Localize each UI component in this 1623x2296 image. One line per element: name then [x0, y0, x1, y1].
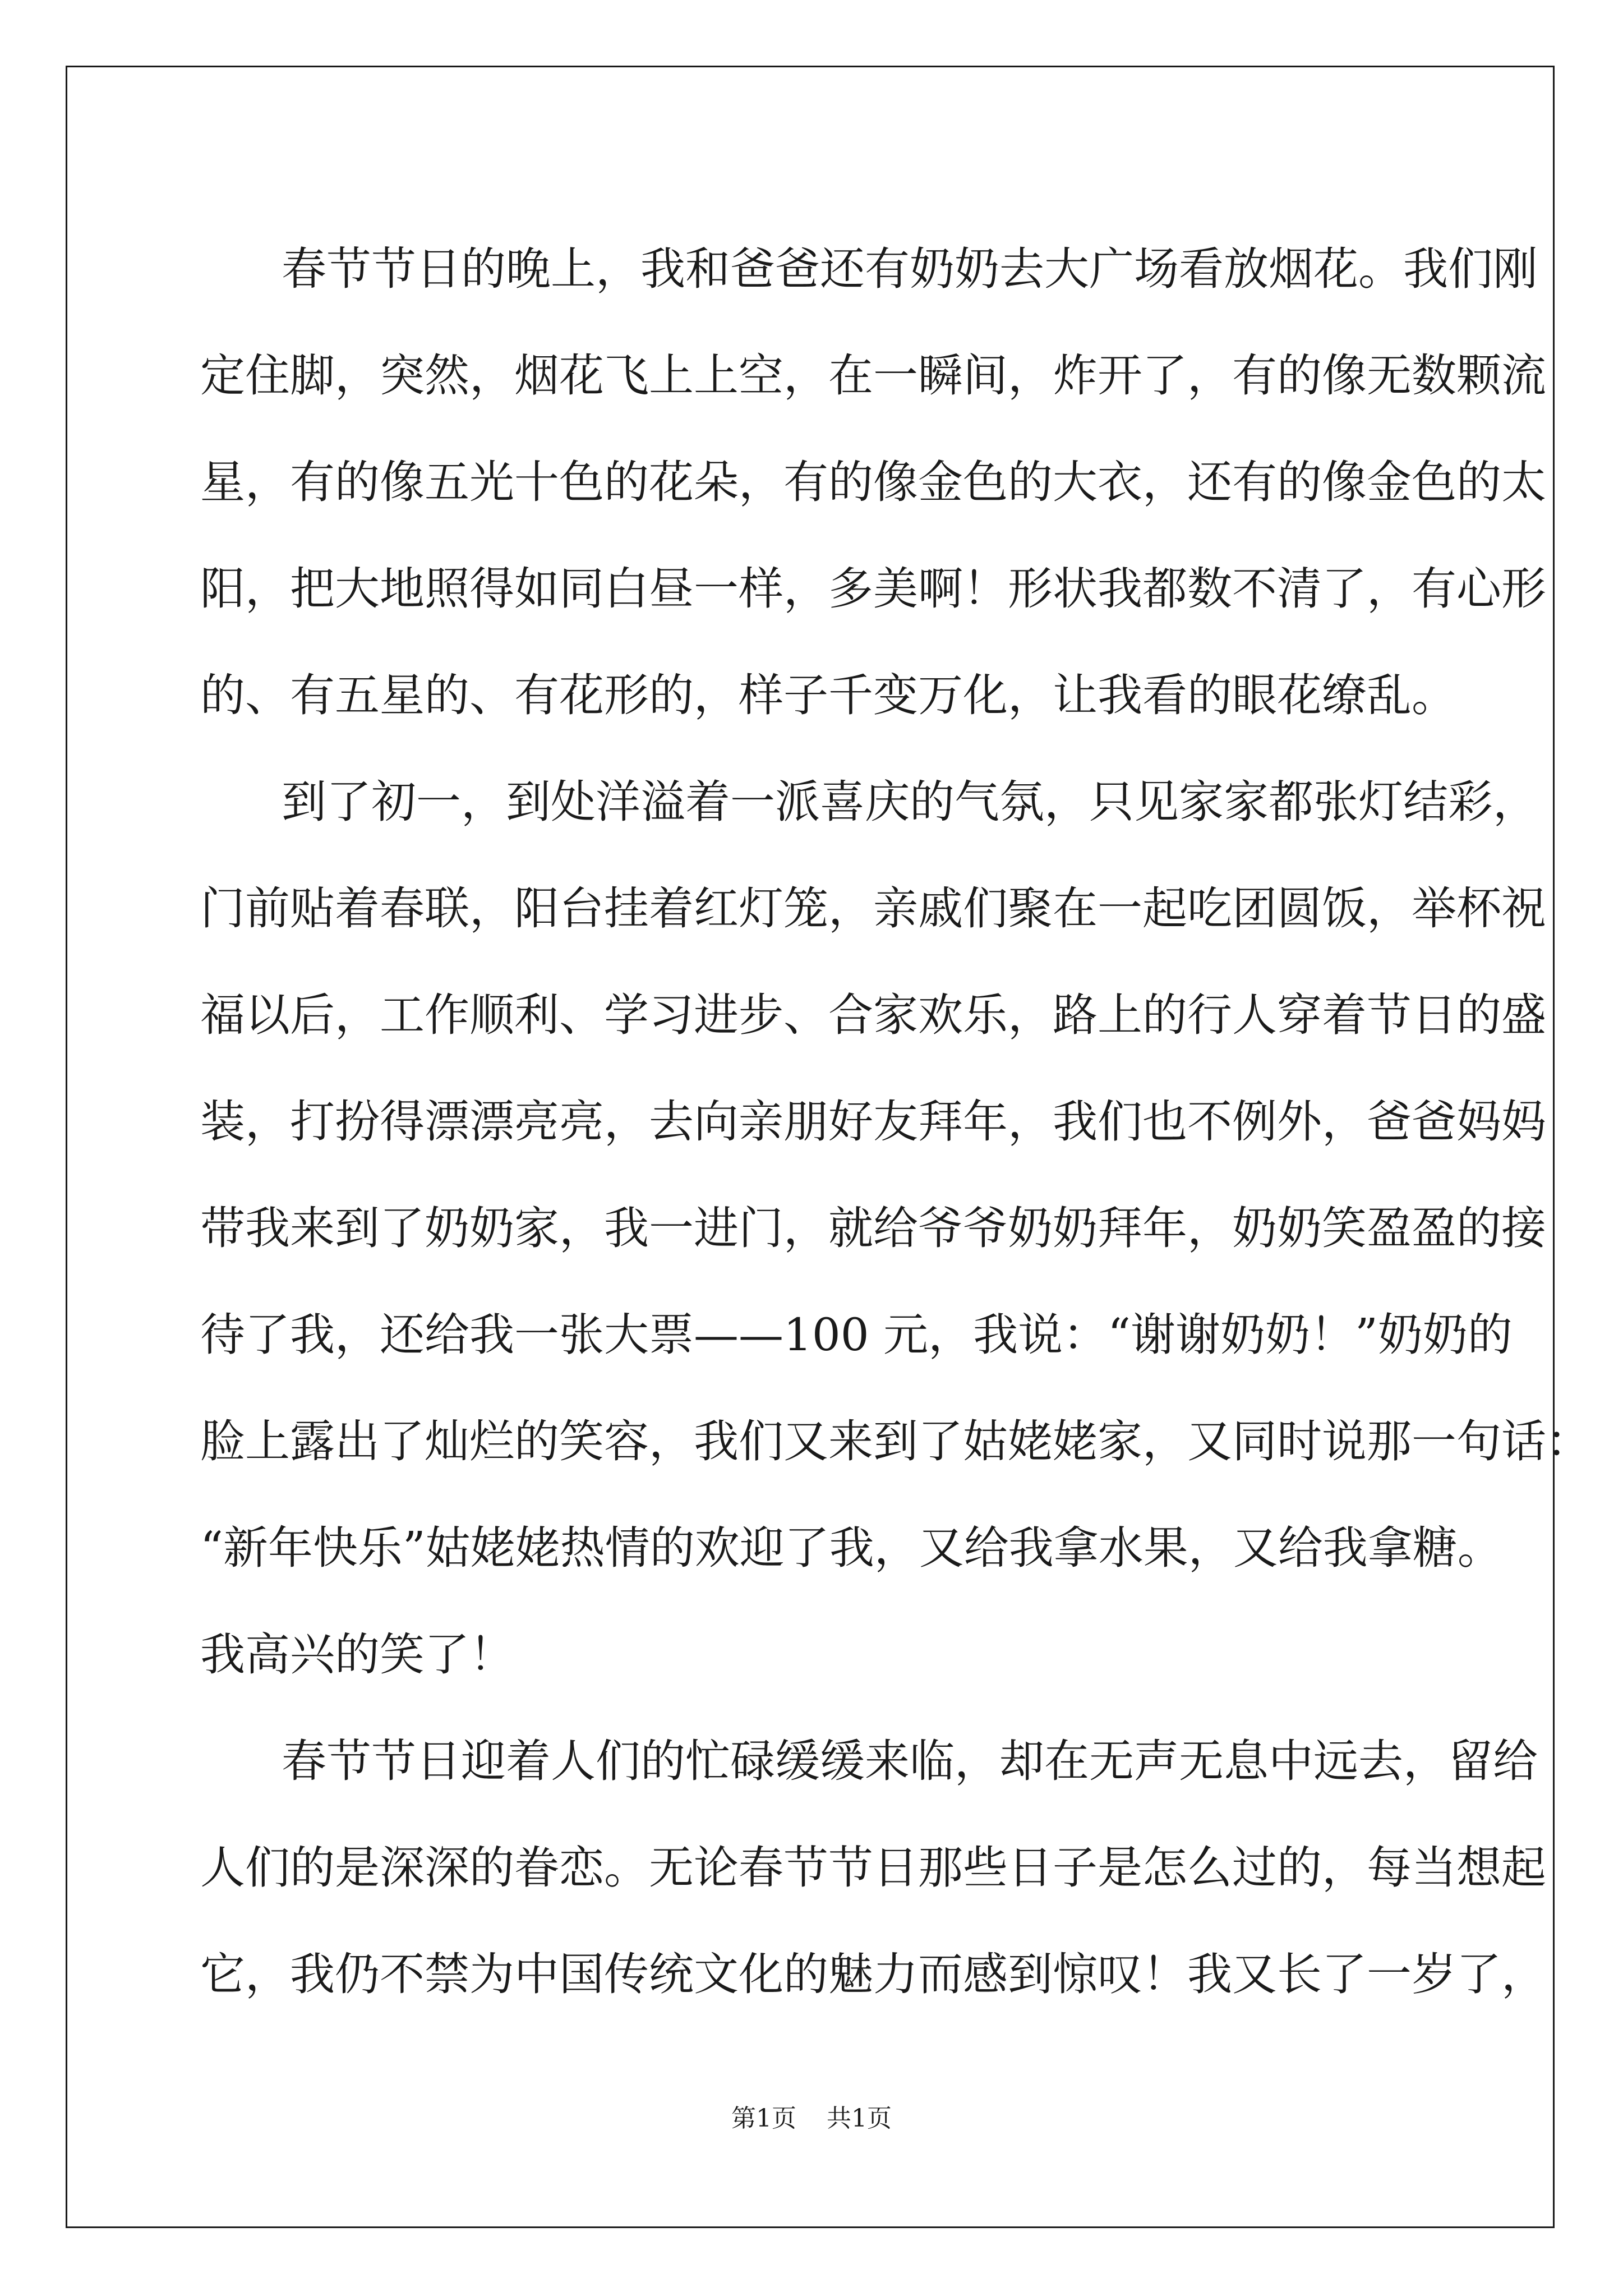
page-number: 第1页 [731, 2104, 796, 2133]
text-line: 带我来到了奶奶家，我一进门，就给爷爷奶奶拜年，奶奶笑盈盈的接 [200, 1202, 1546, 1254]
paragraph-2 [200, 749, 1591, 1708]
text-line: 到了初一，到处洋溢着一派喜庆的气氛，只见家家都张灯结彩， [282, 776, 1538, 828]
text-line: 装，打扮得漂漂亮亮，去向亲朋好友拜年，我们也不例外，爸爸妈妈 [200, 1096, 1546, 1148]
paragraph-3 [200, 1708, 1546, 2028]
text-line: 阳，把大地照得如同白昼一样，多美啊！形状我都数不清了，有心形 [200, 563, 1546, 615]
text-line: 我高兴的笑了！ [200, 1628, 514, 1681]
text-line: 它，我仍不禁为中国传统文化的魅力而感到惊叹！我又长了一岁了， [200, 1948, 1546, 2000]
text-line: 定住脚，突然，烟花飞上上空，在一瞬间，炸开了，有的像无数颗流 [200, 349, 1546, 402]
text-line: “新年快乐”姑姥姥热情的欢迎了我，又给我拿水果，又给我拿糖。 [200, 1522, 1502, 1574]
page-footer [0, 2098, 1623, 2134]
text-line: 福以后，工作顺利、学习进步、合家欢乐，路上的行人穿着节日的盛 [200, 989, 1546, 1041]
document-body [200, 216, 1591, 2028]
text-line: 春节节日迎着人们的忙碌缓缓来临，却在无声无息中远去，留给 [282, 1735, 1538, 1787]
text-line: 人们的是深深的眷恋。无论春节节日那些日子是怎么过的，每当想起 [200, 1842, 1546, 1894]
text-line: 待了我，还给我一张大票——100 元，我说：“谢谢奶奶！”奶奶的 [200, 1309, 1513, 1361]
text-line: 脸上露出了灿烂的笑容，我们又来到了姑姥姥家，又同时说那一句话： [200, 1415, 1591, 1467]
text-line: 的、有五星的、有花形的，样子千变万化，让我看的眼花缭乱。 [200, 669, 1456, 721]
page-total: 共1页 [827, 2104, 892, 2133]
text-line: 春节节日的晚上，我和爸爸还有奶奶去大广场看放烟花。我们刚 [282, 243, 1538, 295]
text-line: 门前贴着春联，阳台挂着红灯笼，亲戚们聚在一起吃团圆饭，举杯祝 [200, 882, 1546, 935]
paragraph-1 [200, 216, 1546, 749]
text-line: 星，有的像五光十色的花朵，有的像金色的大衣，还有的像金色的太 [200, 456, 1546, 508]
